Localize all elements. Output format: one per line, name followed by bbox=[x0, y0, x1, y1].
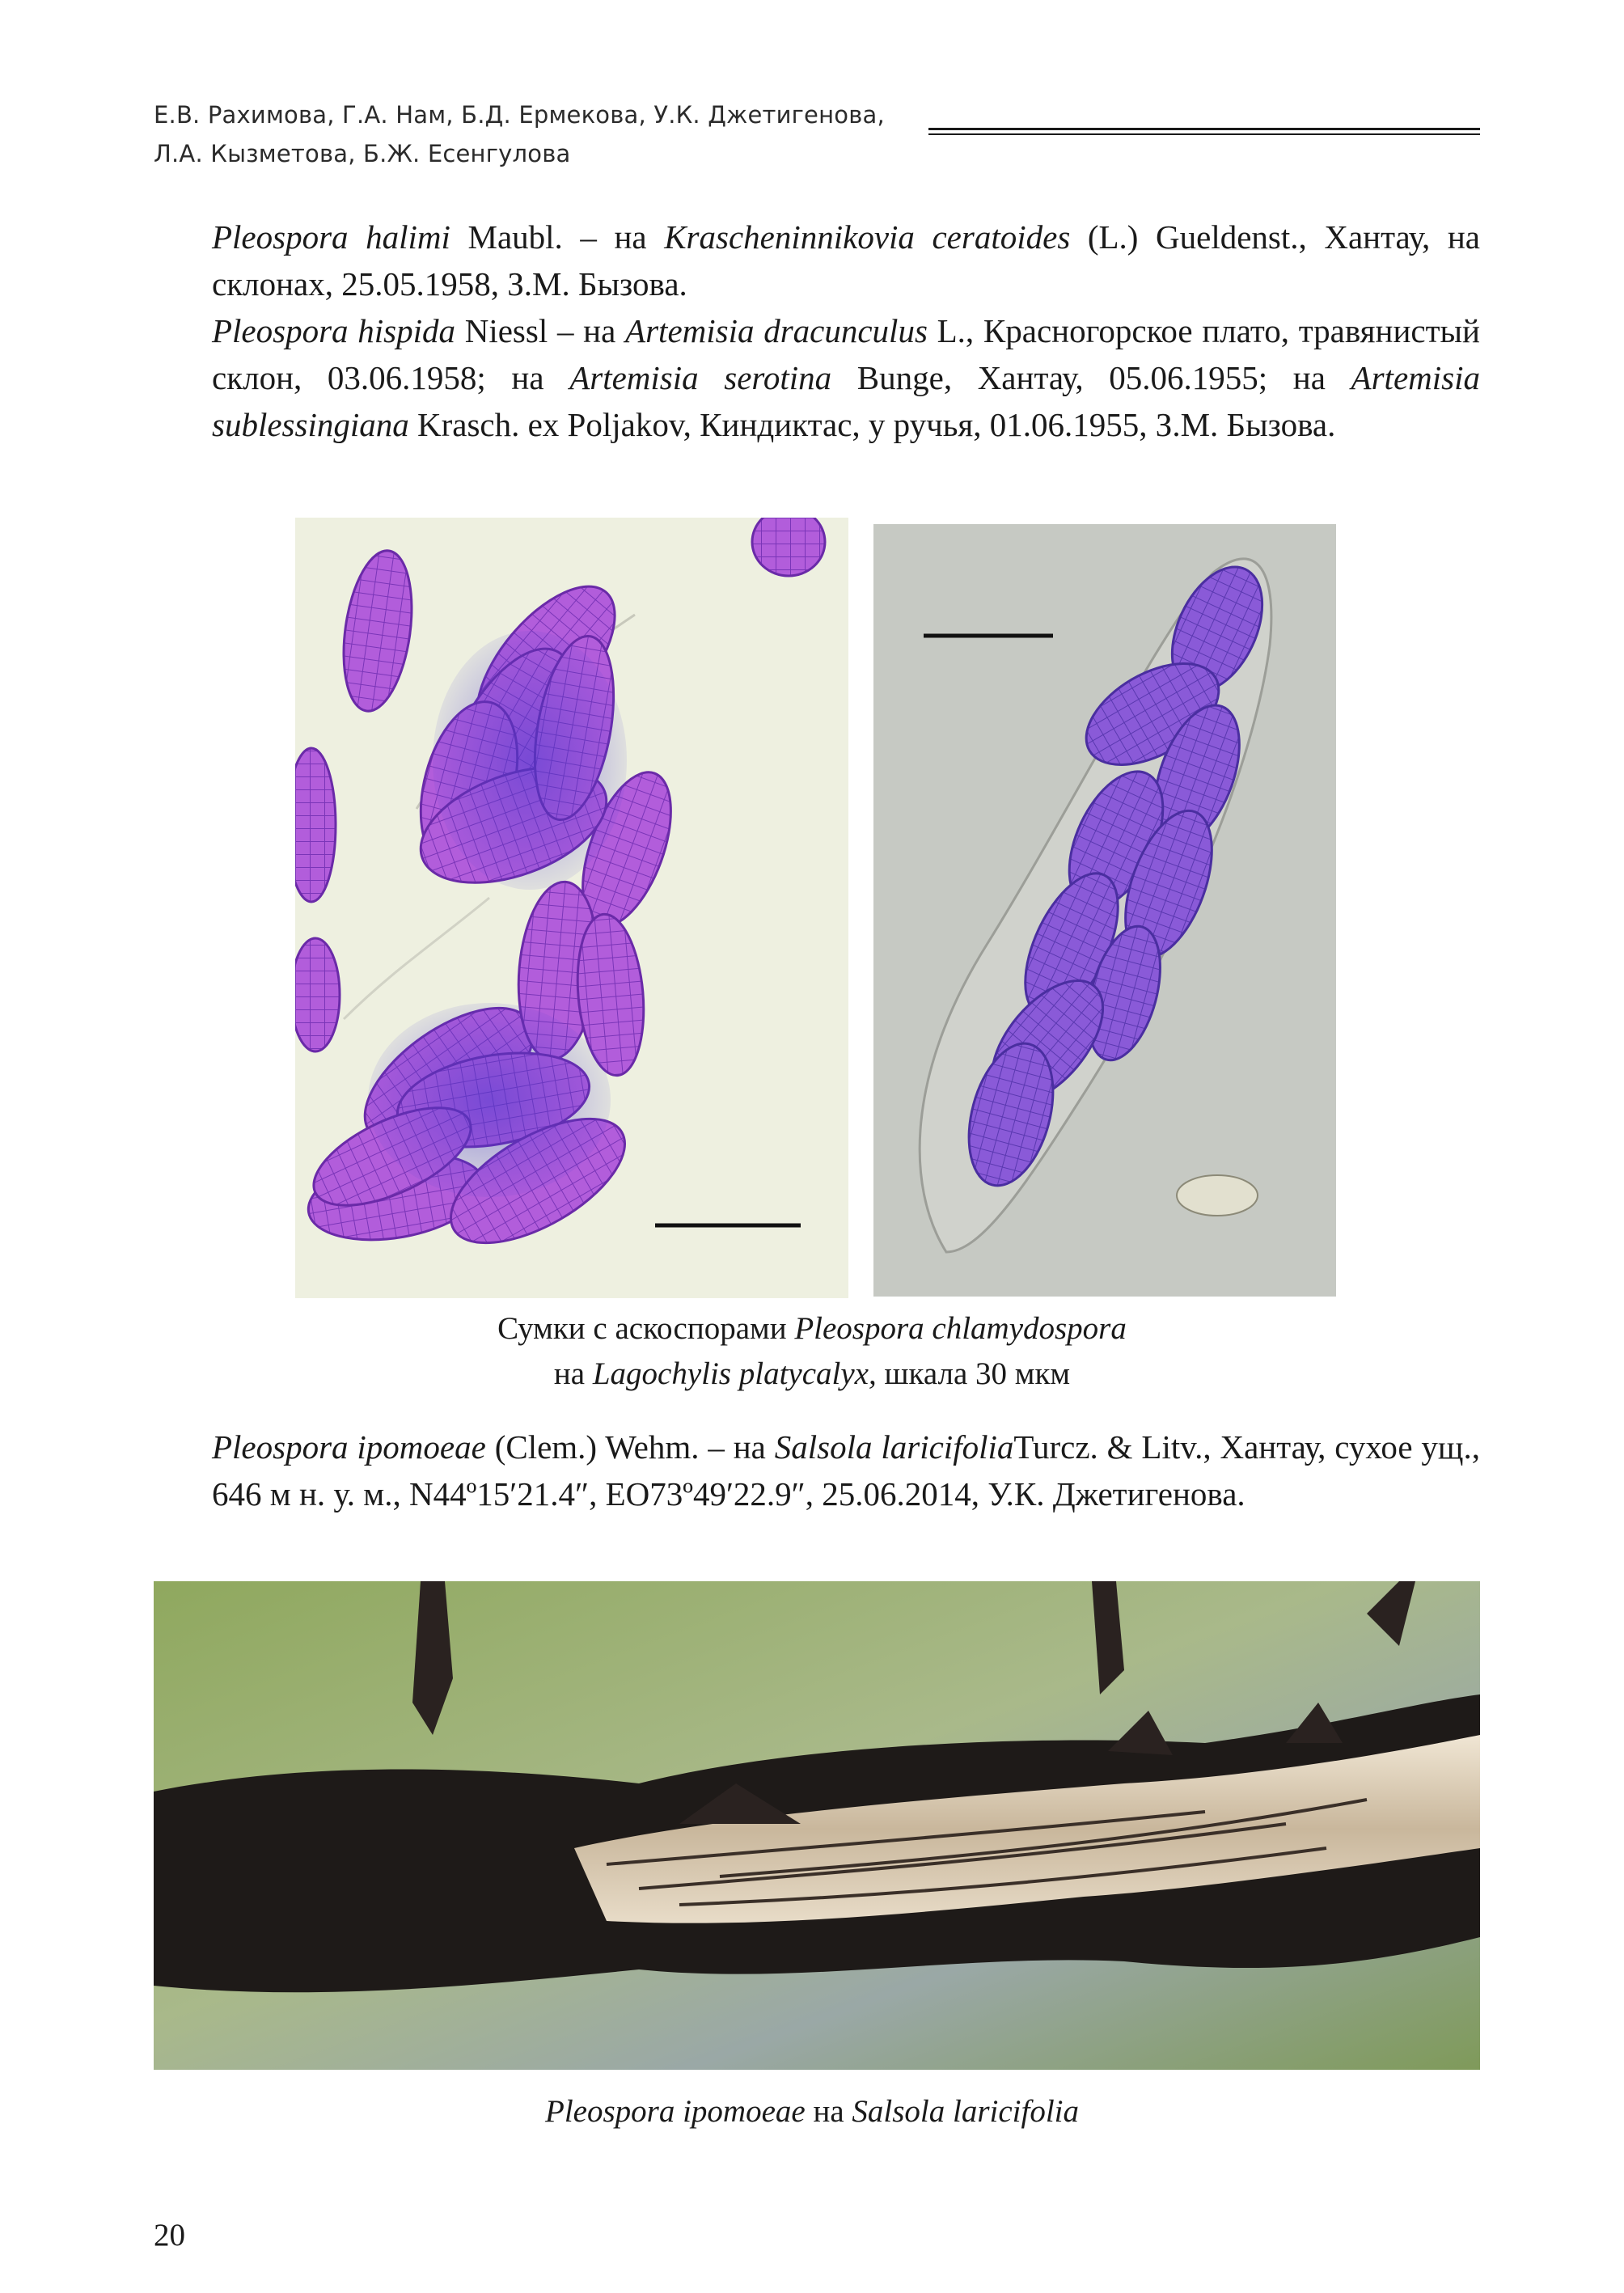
figure1-caption: Сумки с аскоспорами Pleospora chlamydospora на Lagochylis platycalyx, шкала 30 мкм bbox=[497, 1311, 1127, 1391]
host-name: Artemisia dracunculus bbox=[625, 312, 928, 349]
species-name: Pleospora halimi bbox=[212, 218, 450, 256]
spore-small bbox=[1177, 1175, 1258, 1216]
record-pleospora-ipomoeae: Pleospora ipomoeae (Clem.) Wehm. – на Salsola laricifoliaTurcz. & Litv., Хантау, сухое ущ., 646 м н. у. м., N44º15′21.4″, EO73º49′22.9″, 25.06.2014, У.К. Джетигенова. bbox=[212, 1428, 1480, 1512]
host-name: Salsola laricifolia bbox=[852, 2094, 1079, 2129]
running-head bbox=[154, 95, 906, 173]
micrograph-ascus-right bbox=[873, 524, 1336, 1297]
header-double-rule bbox=[928, 128, 1480, 136]
species-name: Pleospora ipomoeae bbox=[545, 2094, 806, 2129]
figure2-caption: Pleospora ipomoeae на Salsola laricifolia bbox=[545, 2094, 1079, 2129]
species-name: Pleospora hispida bbox=[212, 312, 456, 349]
host-name: Salsola laricifolia bbox=[774, 1428, 1014, 1466]
photo-pleospora-on-branch bbox=[154, 1581, 1480, 2070]
record-pleospora-hispida: Pleospora hispida Niessl – на Artemisia dracunculus L., Красногорское плато, травянистый склон, 03.06.1958; на Artemisia serotina Bunge, Хантау, 05.06.1955; на Artemisia sublessingiana Krasch. ex Poljakov, Киндиктас, у ручья, 01.06.1955, З.М. Бызова. bbox=[212, 312, 1480, 443]
species-name: Pleospora ipomoeae bbox=[212, 1428, 486, 1466]
host-name: Artemisia serotina bbox=[569, 359, 832, 396]
micrograph-ascospores-left bbox=[295, 518, 848, 1298]
running-head-authors-line1: Е.В. Рахимова, Г.А. Нам, Б.Д. Ермекова, У.К. Джетигенова, bbox=[154, 101, 885, 129]
record-pleospora-halimi: Pleospora halimi Maubl. – на Krascheninnikovia ceratoides (L.) Gueldenst., Хантау, на склонах, 25.05.1958, З.М. Бызова. bbox=[212, 218, 1481, 302]
page-number: 20 bbox=[154, 2218, 185, 2253]
host-name: Krascheninnikovia ceratoides bbox=[664, 218, 1071, 256]
species-name: Pleospora chlamydospora bbox=[794, 1311, 1127, 1346]
running-head-authors-line2: Л.А. Кызметова, Б.Ж. Есенгулова bbox=[154, 140, 571, 167]
host-name: Artemisia sublessingiana bbox=[212, 359, 1480, 443]
host-name: Lagochylis platycalyx, bbox=[592, 1356, 877, 1391]
